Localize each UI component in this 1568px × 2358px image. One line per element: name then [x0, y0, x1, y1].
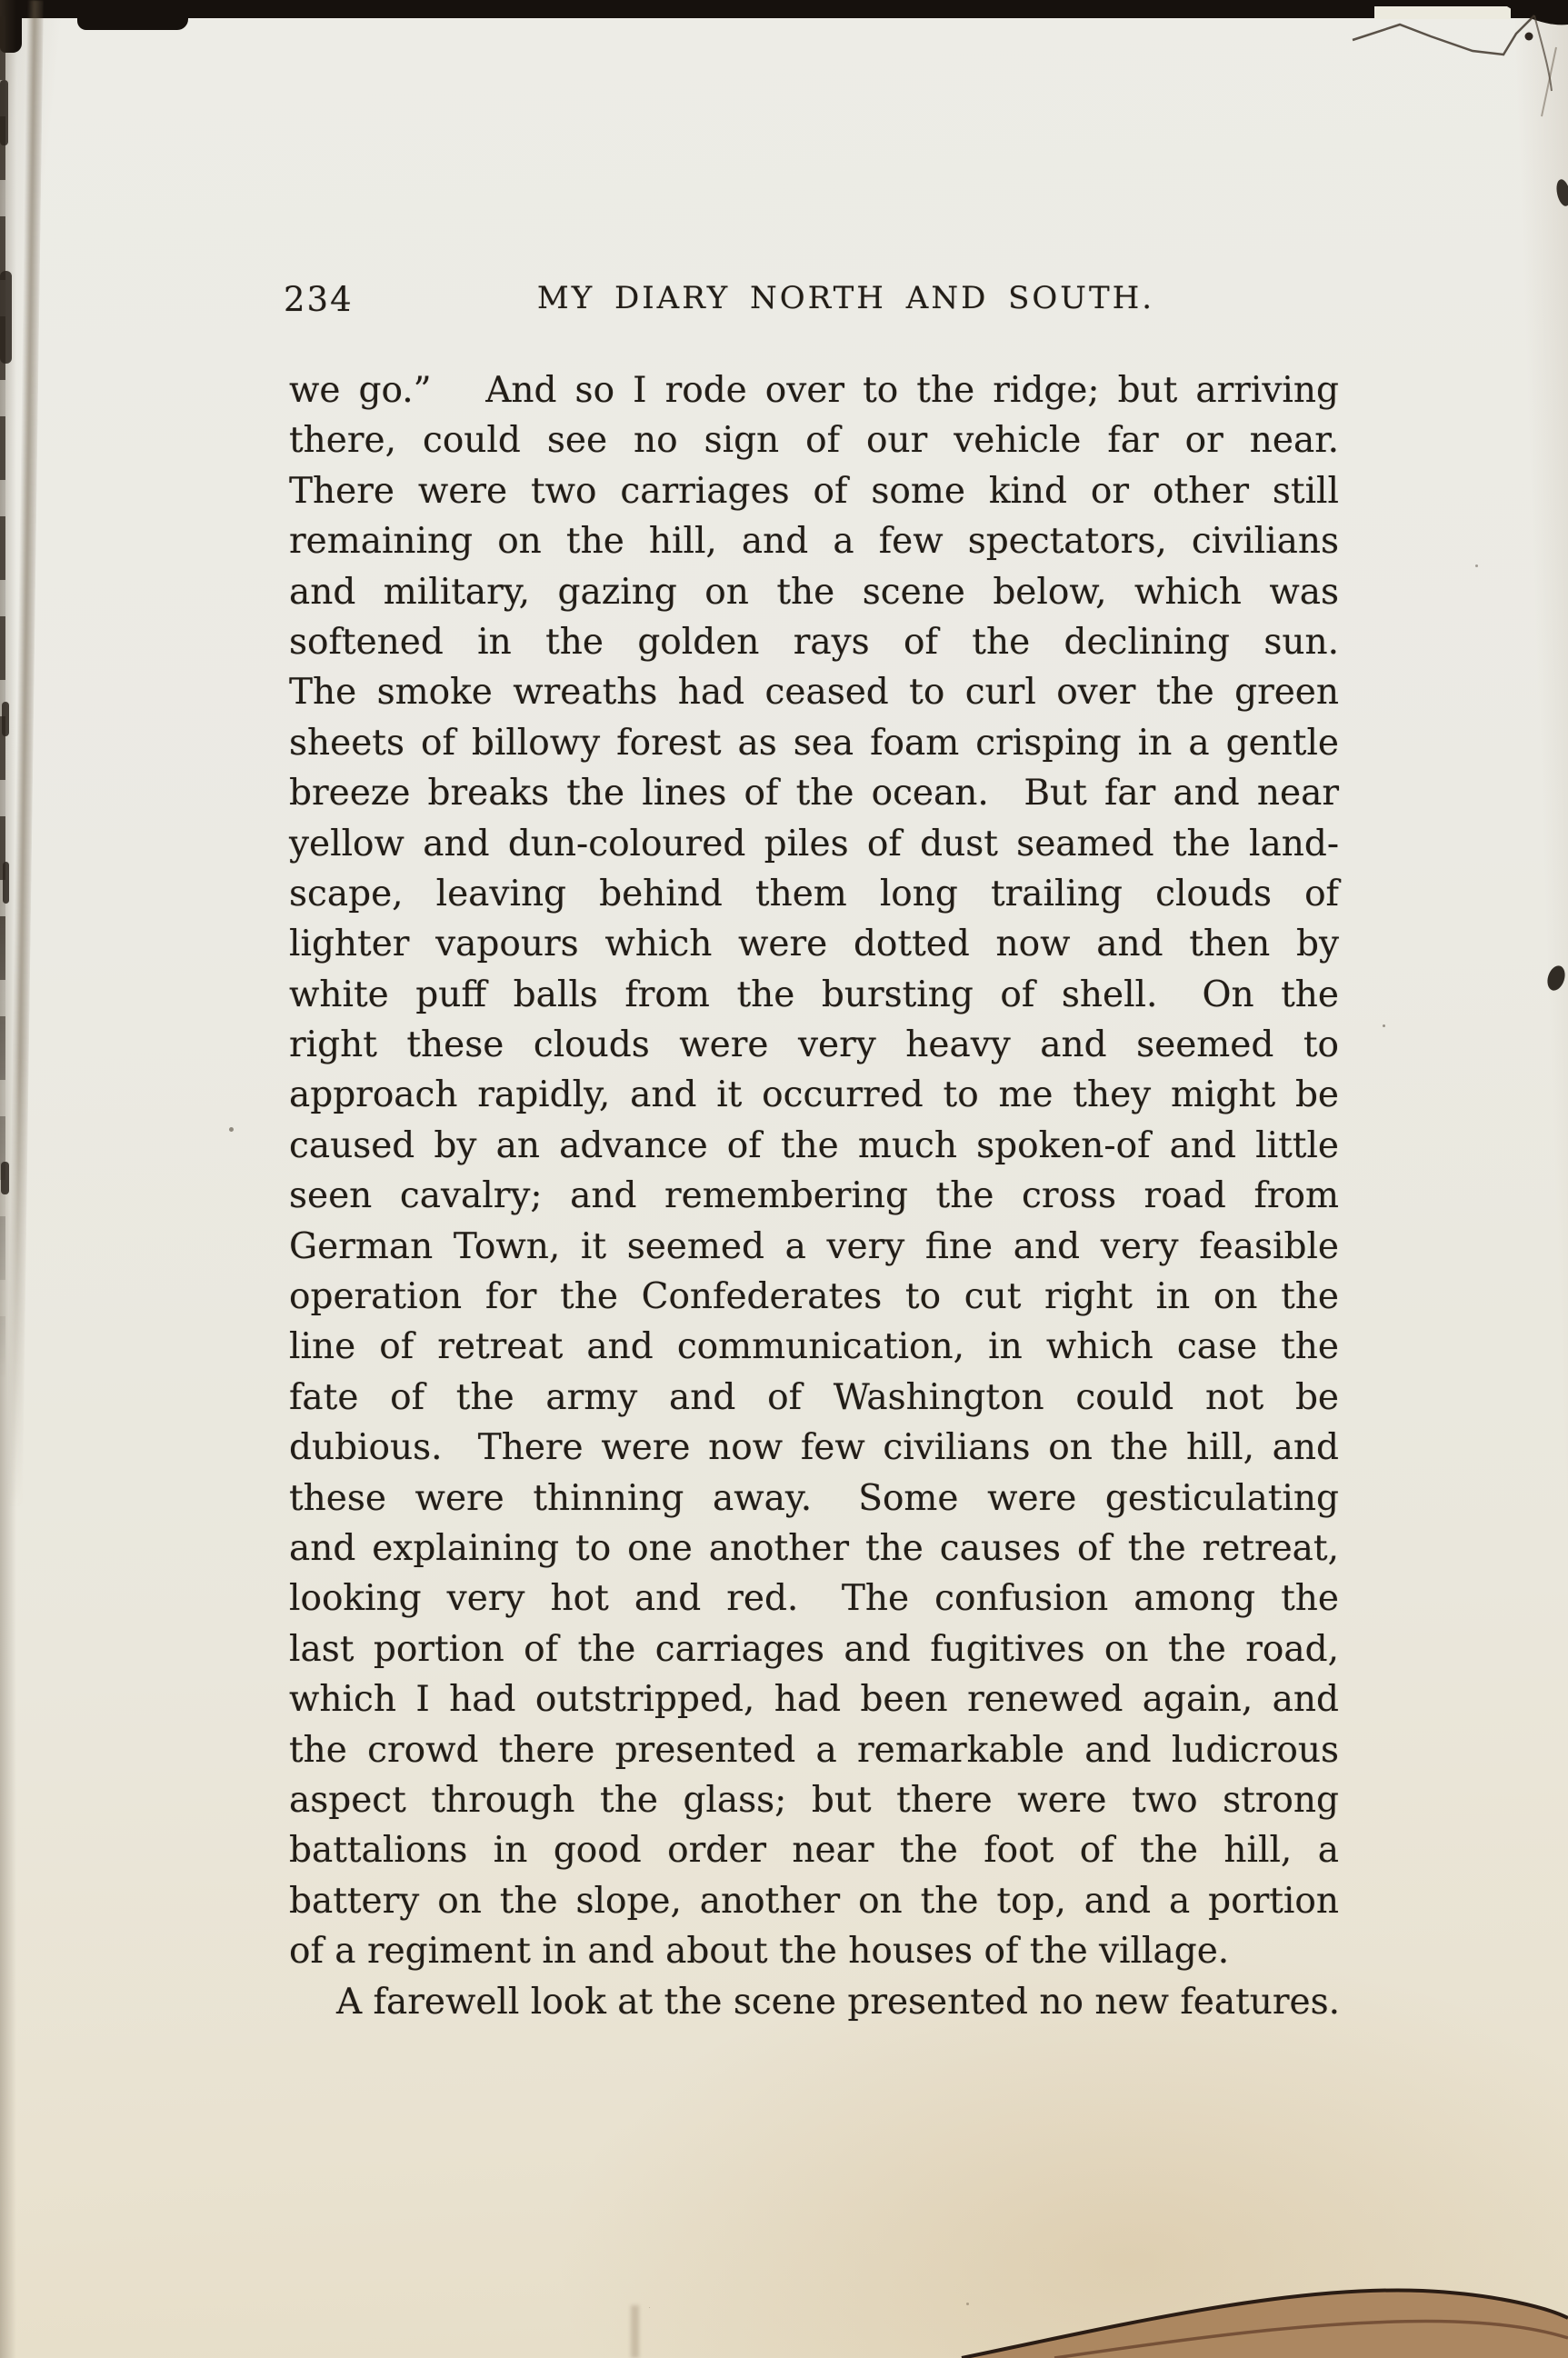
text-line: operation for the Confederates to cut right in on the [289, 1276, 1339, 1318]
page-number: 234 [284, 280, 354, 319]
text-line: scape, leaving behind them long trailing clouds of [289, 873, 1339, 914]
binding-tick-mark [2, 702, 9, 736]
text-line: There were two carriages of some kind or other still [289, 470, 1339, 512]
text-line: dubious. There were now few civilians on the hill, and [289, 1427, 1339, 1469]
page-edge-mark [1554, 178, 1568, 207]
text-line: A farewell look at the scene presented no new features. [336, 1981, 1341, 2023]
printed-page-content [284, 280, 1341, 2023]
text-line: there, could see no sign of our vehicle far or near. [289, 420, 1339, 462]
scan-top-right-thin-edge [1374, 6, 1511, 19]
text-line: the crowd there presented a remarkable and ludicrous [289, 1729, 1339, 1771]
paper-crack-dot [1525, 33, 1533, 41]
text-line: seen cavalry; and remembering the cross road from [289, 1175, 1339, 1217]
text-line: fate of the army and of Washington could not be [289, 1376, 1339, 1418]
page-curl-edge [962, 2290, 1568, 2358]
text-line: aspect through the glass; but there were two strong [289, 1779, 1339, 1821]
binding-tick-mark [0, 271, 12, 364]
text-line: right these clouds were very heavy and seemed to [289, 1024, 1339, 1066]
text-line: line of retreat and communication, in which case the [289, 1326, 1339, 1368]
paper-speck [229, 1127, 234, 1132]
running-header [284, 280, 1339, 325]
paper-crack-line [1542, 47, 1556, 116]
text-line: softened in the golden rays of the declining sun. [289, 621, 1339, 663]
text-line: which I had outstripped, had been renewed again, and [289, 1679, 1339, 1721]
binding-tick-mark [1, 1162, 9, 1194]
page-edge-mark [1544, 964, 1568, 993]
page-curl-fill [962, 2290, 1568, 2358]
body-text [289, 365, 1339, 2027]
paper-crack-line [1353, 15, 1534, 55]
scan-top-edge-bump [77, 0, 188, 30]
binding-tick-mark [3, 862, 9, 904]
text-line: last portion of the carriages and fugitives on the road, [289, 1628, 1339, 1670]
text-line: breeze breaks the lines of the ocean. But far and near [289, 773, 1339, 814]
text-line: white puff balls from the bursting of shell. On the [289, 974, 1339, 1015]
text-line: of a regiment in and about the houses of the village. [289, 1931, 1230, 1973]
page-curl-inner-line [1054, 2322, 1568, 2358]
text-line: caused by an advance of the much spoken-of and little [289, 1124, 1339, 1166]
text-line: yellow and dun-coloured piles of dust seamed the land- [289, 823, 1339, 864]
text-line: these were thinning away. Some were gesticulating [289, 1477, 1339, 1519]
text-line: we go.” And so I rode over to the ridge; but arriving [289, 370, 1339, 411]
text-line: battalions in good order near the foot of the hill, a [289, 1830, 1339, 1872]
text-line: and military, gazing on the scene below, which was [289, 571, 1339, 613]
paper-crack-line [1534, 15, 1552, 91]
binding-tick-mark [0, 80, 8, 145]
text-line: approach rapidly, and it occurred to me they might be [289, 1074, 1339, 1116]
text-line: battery on the slope, another on the top, and a portion [289, 1880, 1339, 1922]
paper-smudge [631, 2305, 639, 2358]
running-title: MY DIARY NORTH AND SOUTH. [536, 280, 1155, 316]
text-line: sheets of billowy forest as sea foam crisping in a gentle [289, 722, 1339, 764]
scan-top-edge [0, 0, 1568, 18]
text-line: lighter vapours which were dotted now and then by [289, 924, 1339, 965]
text-line: remaining on the hill, and a few spectators, civilians [289, 521, 1339, 563]
text-line: and explaining to one another the causes of the retreat, [289, 1527, 1339, 1569]
text-line: looking very hot and red. The confusion among the [289, 1578, 1339, 1620]
text-line: German Town, it seemed a very fine and very feasible [289, 1225, 1339, 1267]
text-line: The smoke wreaths had ceased to curl over the green [289, 672, 1339, 714]
